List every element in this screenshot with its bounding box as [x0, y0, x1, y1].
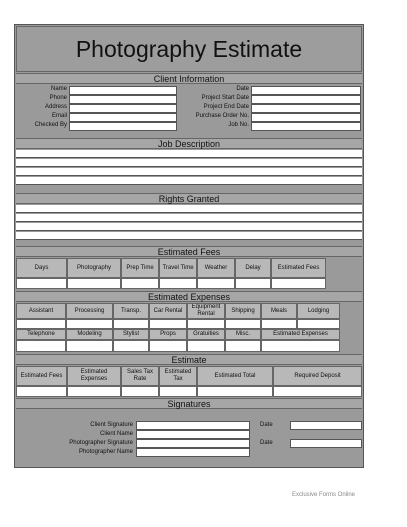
client-right-field[interactable]: [251, 86, 361, 95]
estimate-value-field[interactable]: [121, 386, 159, 397]
fees-value-field[interactable]: [271, 278, 326, 289]
client-left-field[interactable]: [69, 86, 177, 95]
client-right-label: Project Start Date: [201, 95, 249, 101]
estimate-column-header: Estimated Tax: [159, 366, 197, 386]
client-right-label: Job No.: [228, 122, 249, 128]
estimate-heading: Estimate: [16, 354, 362, 365]
footer-credit: Exclusive Forms Online: [292, 492, 356, 498]
expenses-value-field[interactable]: [66, 319, 113, 329]
fees-value-field[interactable]: [159, 278, 197, 289]
rights-granted-line[interactable]: [16, 223, 362, 231]
expenses-value-field[interactable]: [16, 319, 66, 329]
client-left-field[interactable]: [69, 113, 177, 122]
job-description-line[interactable]: [16, 168, 362, 176]
expenses-value-field[interactable]: [261, 319, 297, 329]
fees-column-header: Photography: [67, 258, 121, 278]
signature-field[interactable]: [136, 421, 250, 430]
estimate-column-header: Estimated Total: [197, 366, 273, 386]
client-info-heading: Client Information: [16, 73, 362, 84]
fees-column-header: Weather: [197, 258, 235, 278]
job-description-line[interactable]: [16, 150, 362, 158]
expenses-value-field[interactable]: [149, 340, 187, 352]
expenses-header-row2: Estimated Expenses: [261, 329, 340, 340]
signature-date-field[interactable]: [290, 421, 362, 430]
fees-value-field[interactable]: [235, 278, 271, 289]
expenses-header-row1: Car Rental: [149, 303, 187, 319]
fees-value-field[interactable]: [121, 278, 159, 289]
fees-value-field[interactable]: [67, 278, 121, 289]
client-right-field[interactable]: [251, 104, 361, 113]
estimate-value-field[interactable]: [16, 386, 67, 397]
expenses-value-field[interactable]: [187, 319, 225, 329]
signature-field[interactable]: [136, 439, 250, 448]
expenses-header-row1: Processing: [66, 303, 113, 319]
fees-column-header: Delay: [235, 258, 271, 278]
client-right-field[interactable]: [251, 95, 361, 104]
expenses-header-row1: Assistant: [16, 303, 66, 319]
client-left-label: Address: [44, 104, 67, 110]
job-description-line[interactable]: [16, 177, 362, 185]
form-title: Photography Estimate: [16, 26, 362, 72]
rights-granted-heading: Rights Granted: [16, 193, 362, 204]
estimate-form: [14, 24, 364, 468]
estimate-value-field[interactable]: [67, 386, 121, 397]
client-left-label: Name: [50, 86, 67, 92]
expenses-value-field[interactable]: [187, 340, 225, 352]
expenses-header-row2: Stylist: [113, 329, 149, 340]
rights-granted-line[interactable]: [16, 205, 362, 213]
signature-label: Client Name: [99, 431, 133, 437]
client-right-label: Project End Date: [203, 104, 249, 110]
estimate-column-header: Sales Tax Rate: [121, 366, 159, 386]
expenses-value-field[interactable]: [113, 319, 149, 329]
signature-field[interactable]: [136, 448, 250, 457]
expenses-value-field[interactable]: [225, 319, 261, 329]
client-right-field[interactable]: [251, 122, 361, 131]
expenses-value-field[interactable]: [16, 340, 66, 352]
signature-label: Photographer Name: [78, 449, 133, 455]
signature-date-field[interactable]: [290, 439, 362, 448]
fees-column-header: Prep Time: [121, 258, 159, 278]
expenses-header-row2: Telephone: [16, 329, 66, 340]
expenses-header-row1: Meals: [261, 303, 297, 319]
client-left-field[interactable]: [69, 104, 177, 113]
job-description-line[interactable]: [16, 159, 362, 167]
expenses-header-row2: Modeling: [66, 329, 113, 340]
expenses-value-field[interactable]: [261, 340, 340, 352]
estimate-value-field[interactable]: [197, 386, 273, 397]
expenses-value-field[interactable]: [113, 340, 149, 352]
client-left-field[interactable]: [69, 95, 177, 104]
expenses-header-row1: Equipment Rental: [187, 303, 225, 319]
client-left-label: Phone: [49, 95, 67, 101]
fees-value-field[interactable]: [197, 278, 235, 289]
expenses-header-row2: Gratuities: [187, 329, 225, 340]
client-left-label: Checked By: [34, 122, 67, 128]
expenses-value-field[interactable]: [66, 340, 113, 352]
fees-column-header: Travel Time: [159, 258, 197, 278]
signature-date-label: Date: [260, 440, 273, 446]
estimated-fees-heading: Estimated Fees: [16, 246, 362, 257]
rights-granted-line[interactable]: [16, 232, 362, 240]
signature-label: Client Signature: [90, 422, 133, 428]
expenses-header-row1: Shipping: [225, 303, 261, 319]
client-left-field[interactable]: [69, 122, 177, 131]
signatures-heading: Signatures: [16, 398, 362, 409]
expenses-value-field[interactable]: [297, 319, 340, 329]
estimate-column-header: Estimated Fees: [16, 366, 67, 386]
signature-date-label: Date: [260, 422, 273, 428]
fees-column-header: Estimated Fees: [271, 258, 326, 278]
estimate-value-field[interactable]: [273, 386, 362, 397]
expenses-value-field[interactable]: [149, 319, 187, 329]
fees-column-header: Days: [16, 258, 67, 278]
fees-value-field[interactable]: [16, 278, 67, 289]
signature-field[interactable]: [136, 430, 250, 439]
expenses-header-row1: Transp.: [113, 303, 149, 319]
client-left-label: Email: [51, 113, 67, 119]
signature-label: Photographer Signature: [69, 440, 133, 446]
client-right-label: Date: [236, 86, 249, 92]
estimated-expenses-heading: Estimated Expenses: [16, 291, 362, 302]
rights-granted-line[interactable]: [16, 214, 362, 222]
job-description-heading: Job Description: [16, 138, 362, 149]
estimate-column-header: Estimated Expenses: [67, 366, 121, 386]
expenses-header-row2: Props: [149, 329, 187, 340]
expenses-header-row2: Misc.: [225, 329, 261, 340]
client-right-label: Purchase Order No.: [195, 113, 249, 119]
expenses-value-field[interactable]: [225, 340, 261, 352]
estimate-column-header: Required Deposit: [273, 366, 362, 386]
expenses-header-row1: Lodging: [297, 303, 340, 319]
client-right-field[interactable]: [251, 113, 361, 122]
estimate-value-field[interactable]: [159, 386, 197, 397]
